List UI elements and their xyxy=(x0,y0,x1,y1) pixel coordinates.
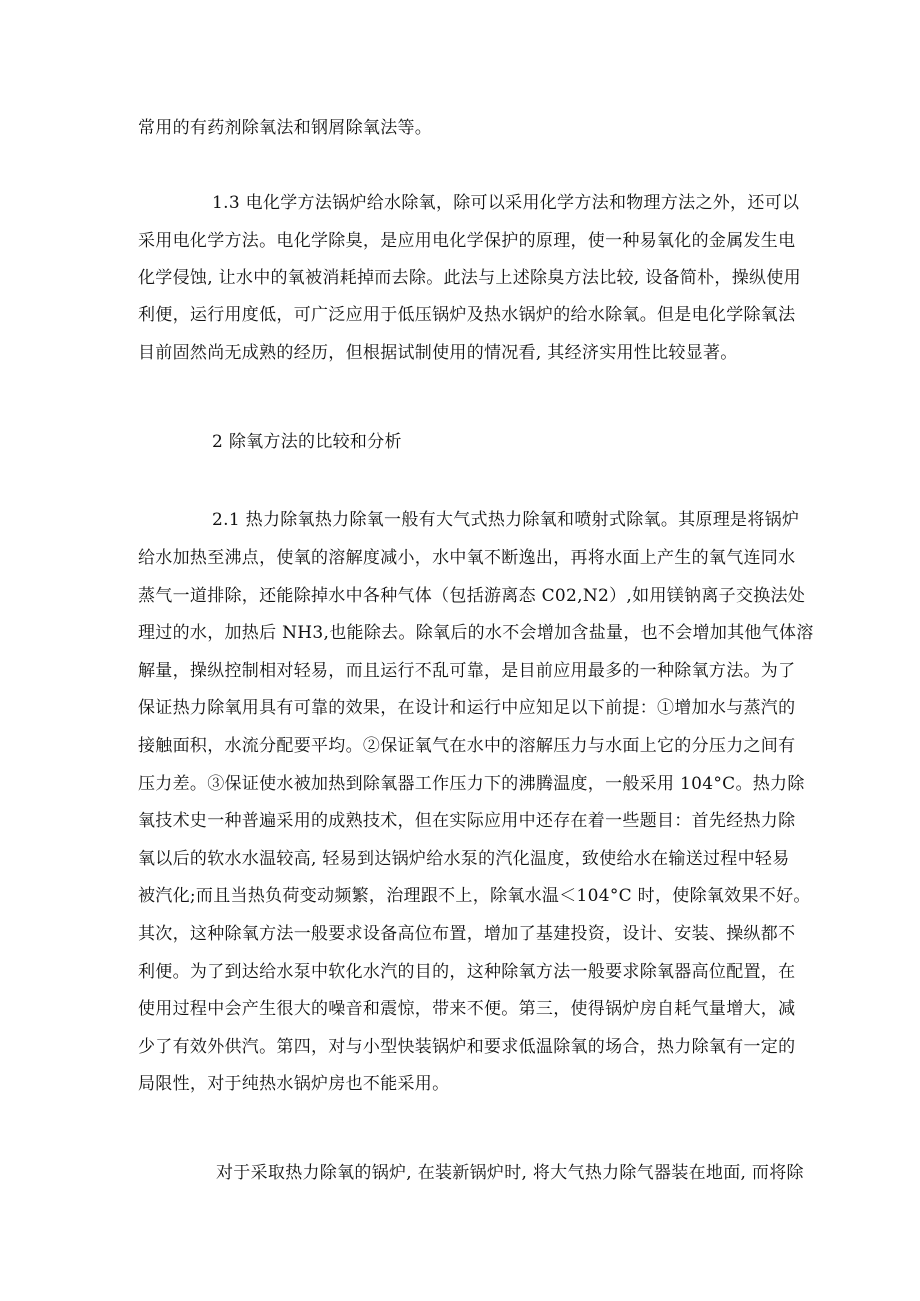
paragraph-first-line: 对于采取热力除氧的锅炉, 在装新锅炉时, 将大气热力除气器装在地面, 而将除 xyxy=(216,1163,804,1183)
text-line: 利便，运行用度低，可广泛应用于低压锅炉及热水锅炉的给水除氧。但是电化学除氧法 xyxy=(138,305,796,325)
text-line: 其次，这种除氧方法一般要求设备高位布置，增加了基建投资，设计、安装、操纵都不 xyxy=(138,924,796,944)
text-line: 理过的水，加热后 NH3,也能除去。除氧后的水不会增加含盐量，也不会增加其他气体溶 xyxy=(138,623,814,643)
text-line: 局限性，对于纯热水锅炉房也不能采用。 xyxy=(138,1074,450,1094)
text-line: 使用过程中会产生很大的噪音和震惊，带来不便。第三，使得锅炉房自耗气量增大，减 xyxy=(138,999,796,1019)
section-heading: 2 除氧方法的比较和分析 xyxy=(212,432,402,452)
text-line: 常用的有药剂除氧法和钢屑除氧法等。 xyxy=(138,118,433,138)
text-line: 利便。为了到达给水泵中软化水汽的目的，这种除氧方法一般要求除氧器高位配置，在 xyxy=(138,962,796,982)
text-line: 给水加热至沸点，使氧的溶解度减小，水中氧不断逸出，再将水面上产生的氧气连同水 xyxy=(138,548,796,568)
text-line: 保证热力除氧用具有可靠的效果，在设计和运行中应知足以下前提：①增加水与蒸汽的 xyxy=(138,698,796,718)
text-line: 化学侵蚀, 让水中的氧被消耗掉而去除。此法与上述除臭方法比较, 设备简朴，操纵使用 xyxy=(138,268,801,288)
text-line: 少了有效外供汽。第四，对与小型快装锅炉和要求低温除氧的场合，热力除氧有一定的 xyxy=(138,1037,796,1057)
text-line: 压力差。③保证使水被加热到除氧器工作压力下的沸腾温度，一般采用 104°C。热力除 xyxy=(138,774,805,794)
text-line: 采用电化学方法。电化学除臭，是应用电化学保护的原理，使一种易氧化的金属发生电 xyxy=(138,231,796,251)
text-line: 氧以后的软水水温较高, 轻易到达锅炉给水泵的汽化温度，致使给水在输送过程中轻易 xyxy=(138,849,790,869)
text-line: 氧技术史一种普遍采用的成熟技术，但在实际应用中还存在着一些题目：首先经热力除 xyxy=(138,811,796,831)
text-line: 解量，操纵控制相对轻易，而且运行不乱可靠，是目前应用最多的一种除氧方法。为了 xyxy=(138,661,796,681)
section-1-3-first-line: 1.3 电化学方法锅炉给水除氧，除可以采用化学方法和物理方法之外，还可以 xyxy=(212,193,800,213)
text-line: 目前固然尚无成熟的经历，但根据试制使用的情况看, 其经济实用性比较显著。 xyxy=(138,343,738,363)
section-2-1-first-line: 2.1 热力除氧热力除氧一般有大气式热力除氧和喷射式除氧。其原理是将锅炉 xyxy=(212,510,800,530)
text-line: 被汽化;而且当热负荷变动频繁，治理跟不上，除氧水温＜104°C 时，使除氧效果不好。 xyxy=(138,886,811,906)
text-line: 蒸气一道排除，还能除掉水中各种气体（包括游离态 C02,N2）,如用镁钠离子交换法处 xyxy=(138,586,806,606)
text-line: 接触面积，水流分配要平均。②保证氧气在水中的溶解压力与水面上它的分压力之间有 xyxy=(138,736,796,756)
